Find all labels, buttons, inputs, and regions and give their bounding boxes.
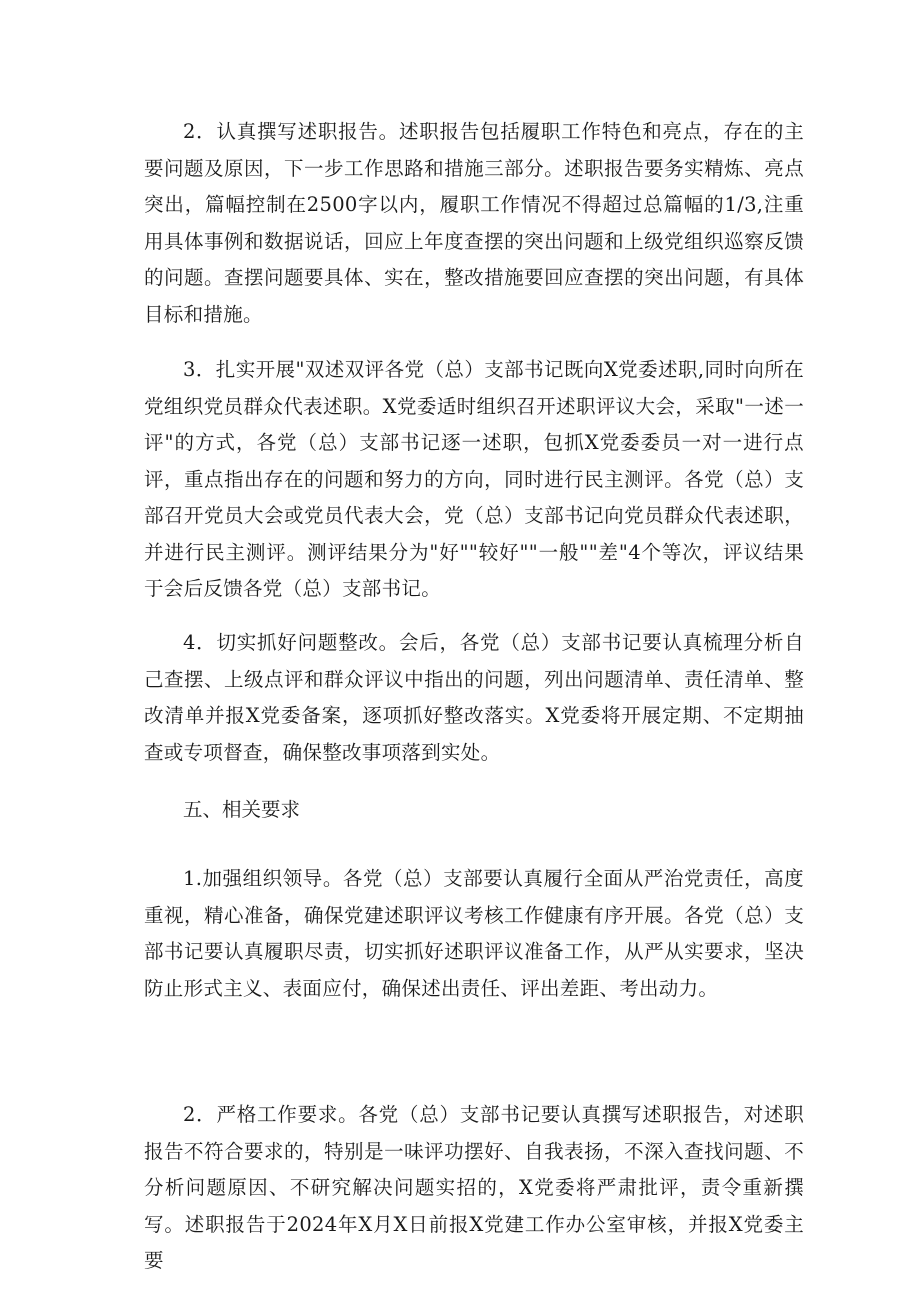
paragraph-report-writing: 2．认真撰写述职报告。述职报告包括履职工作特色和亮点，存在的主要问题及原因，下一步工作思路和措施三部分。述职报告要务实精炼、亮点突出，篇幅控制在2500字以内，履职工作情况不得超过总篇幅的1/3,注重用具体事例和数据说话，回应上年度查摆的突出问题和上级党组织巡察反馈的问题。查摆问题要具体、实在，整改措施要回应查摆的突出问题，有具体目标和措施。 <box>144 120 804 326</box>
paragraph-work-requirements: 2．严格工作要求。各党（总）支部书记要认真撰写述职报告，对述职报告不符合要求的，特别是一味评功摆好、自我表扬，不深入查找问题、不分析问题原因、不研究解决问题实招的，X党委将严肃批评，责令重新撰写。述职报告于2024年X月X日前报X党建工作办公室审核，并报X党委主要 <box>144 1103 804 1272</box>
section-heading: 五、相关要求 <box>183 798 301 821</box>
paragraph-organization-leadership: 1.加强组织领导。各党（总）支部要认真履行全面从严治党责任，高度重视，精心准备，确保党建述职评议考核工作健康有序开展。各党（总）支部书记要认真履职尽责，切实抓好述职评议准备工作，从严从实要求，坚决防止形式主义、表面应付，确保述出责任、评出差距、考出动力。 <box>144 867 804 1000</box>
paragraph-rectification: 4．切实抓好问题整改。会后，各党（总）支部书记要认真梳理分析自己查摆、上级点评和群众评议中指出的问题，列出问题清单、责任清单、整改清单并报X党委备案，逐项抓好整改落实。X党委将开展定期、不定期抽查或专项督查，确保整改事项落到实处。 <box>144 631 804 764</box>
paragraph-dual-review: 3．扎实开展"双述双评各党（总）支部书记既向X党委述职,同时向所在党组织党员群众代表述职。X党委适时组织召开述职评议大会，采取"一述一评"的方式，各党（总）支部书记逐一述职，包抓X党委委员一对一进行点评，重点指出存在的问题和努力的方向，同时进行民主测评。各党（总）支部召开党员大会或党员代表大会，党（总）支部书记向党员群众代表述职，并进行民主测评。测评结果分为"好""较好""一般""差"4个等次，评议结果于会后反馈各党（总）支部书记。 <box>144 358 804 600</box>
